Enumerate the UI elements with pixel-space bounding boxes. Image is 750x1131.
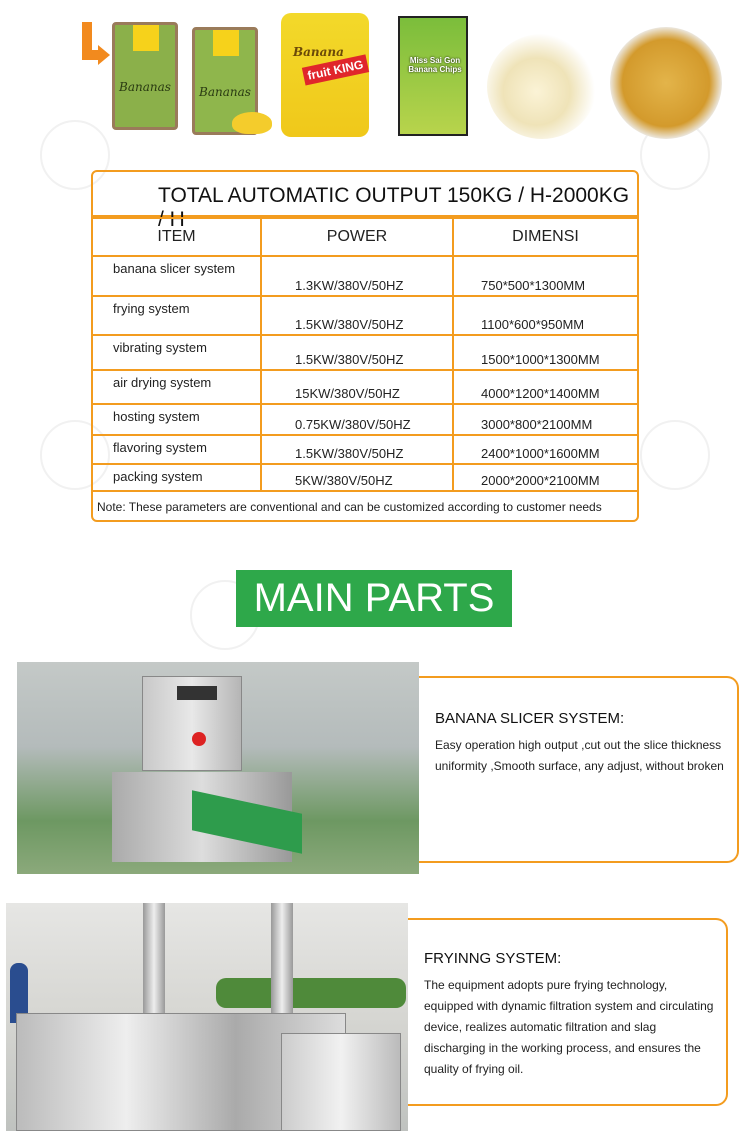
cell-item: packing system <box>93 464 261 491</box>
cell-item: banana slicer system <box>93 256 261 296</box>
bag-label: Bananas <box>199 85 251 99</box>
frying-system-photo <box>6 903 408 1131</box>
cell-power: 1.3KW/380V/50HZ <box>261 256 453 296</box>
banana-slicer-photo <box>17 662 419 874</box>
header-item: ITEM <box>93 218 261 256</box>
bag-label: Bananas <box>119 80 171 94</box>
bag-title: Miss Sai Gon Banana Chips <box>408 56 462 74</box>
table-row <box>93 464 637 491</box>
part-description: Easy operation high output ,cut out the slice thickness uniformity ,Smooth surface, any adjust, without broken <box>435 738 724 773</box>
cell-power: 5KW/380V/50HZ <box>261 464 453 491</box>
product-bag-fruit-king <box>281 13 369 137</box>
table-row <box>93 435 637 464</box>
table-row <box>93 335 637 370</box>
cell-power: 0.75KW/380V/50HZ <box>261 404 453 435</box>
cell-dimension: 2000*2000*2100MM <box>453 464 637 491</box>
cell-dimension: 4000*1200*1400MM <box>453 370 637 404</box>
cell-dimension: 2400*1000*1600MM <box>453 435 637 464</box>
product-bag-banana-chips <box>398 16 468 136</box>
table-row <box>93 256 637 296</box>
bag-title: Banana <box>293 45 344 59</box>
filter-cabinet <box>281 1033 401 1131</box>
trees <box>216 978 406 1008</box>
part-description: The equipment adopts pure frying technology, equipped with dynamic filtration system and circulating device, realizes automatic filtration and slag discharging in the working process, and ensures the quality of frying oil. <box>424 978 714 1076</box>
bag-brand: fruit KING <box>302 54 369 85</box>
arrow-icon-head <box>98 45 110 65</box>
cell-item: flavoring system <box>93 435 261 464</box>
main-parts-banner: MAIN PARTS <box>236 570 512 627</box>
table-row <box>93 370 637 404</box>
header-power: POWER <box>261 218 453 256</box>
control-panel <box>177 686 217 700</box>
header-dimension: DIMENSI <box>453 218 637 256</box>
table-header-row <box>93 218 637 256</box>
banana-slices-image <box>487 34 597 139</box>
cell-dimension: 1500*1000*1300MM <box>453 335 637 370</box>
product-bag-bananas <box>112 22 178 130</box>
cell-item: frying system <box>93 296 261 335</box>
cell-power: 1.5KW/380V/50HZ <box>261 296 453 335</box>
cell-power: 1.5KW/380V/50HZ <box>261 435 453 464</box>
watermark-logo <box>640 420 710 490</box>
spec-table <box>91 170 639 522</box>
part-description-box <box>419 676 739 863</box>
cell-item: air drying system <box>93 370 261 404</box>
cell-item: vibrating system <box>93 335 261 370</box>
table-row <box>93 404 637 435</box>
banana-chips-image <box>610 27 722 139</box>
part-title: FRYINNG SYSTEM: <box>424 950 562 967</box>
cell-power: 15KW/380V/50HZ <box>261 370 453 404</box>
cell-dimension: 750*500*1300MM <box>453 256 637 296</box>
table-row <box>93 296 637 335</box>
part-title: BANANA SLICER SYSTEM: <box>435 710 625 727</box>
bananas-image <box>232 112 272 134</box>
cell-item: hosting system <box>93 404 261 435</box>
spec-table-title: TOTAL AUTOMATIC OUTPUT 150KG / H-2000KG / H <box>93 172 637 217</box>
cell-dimension: 3000*800*2100MM <box>453 404 637 435</box>
cell-dimension: 1100*600*950MM <box>453 296 637 335</box>
spec-table-note: Note: These parameters are conventional and can be customized according to customer needs <box>97 500 602 514</box>
cell-power: 1.5KW/380V/50HZ <box>261 335 453 370</box>
emergency-stop-button <box>192 732 206 746</box>
part-description-box <box>408 918 728 1106</box>
